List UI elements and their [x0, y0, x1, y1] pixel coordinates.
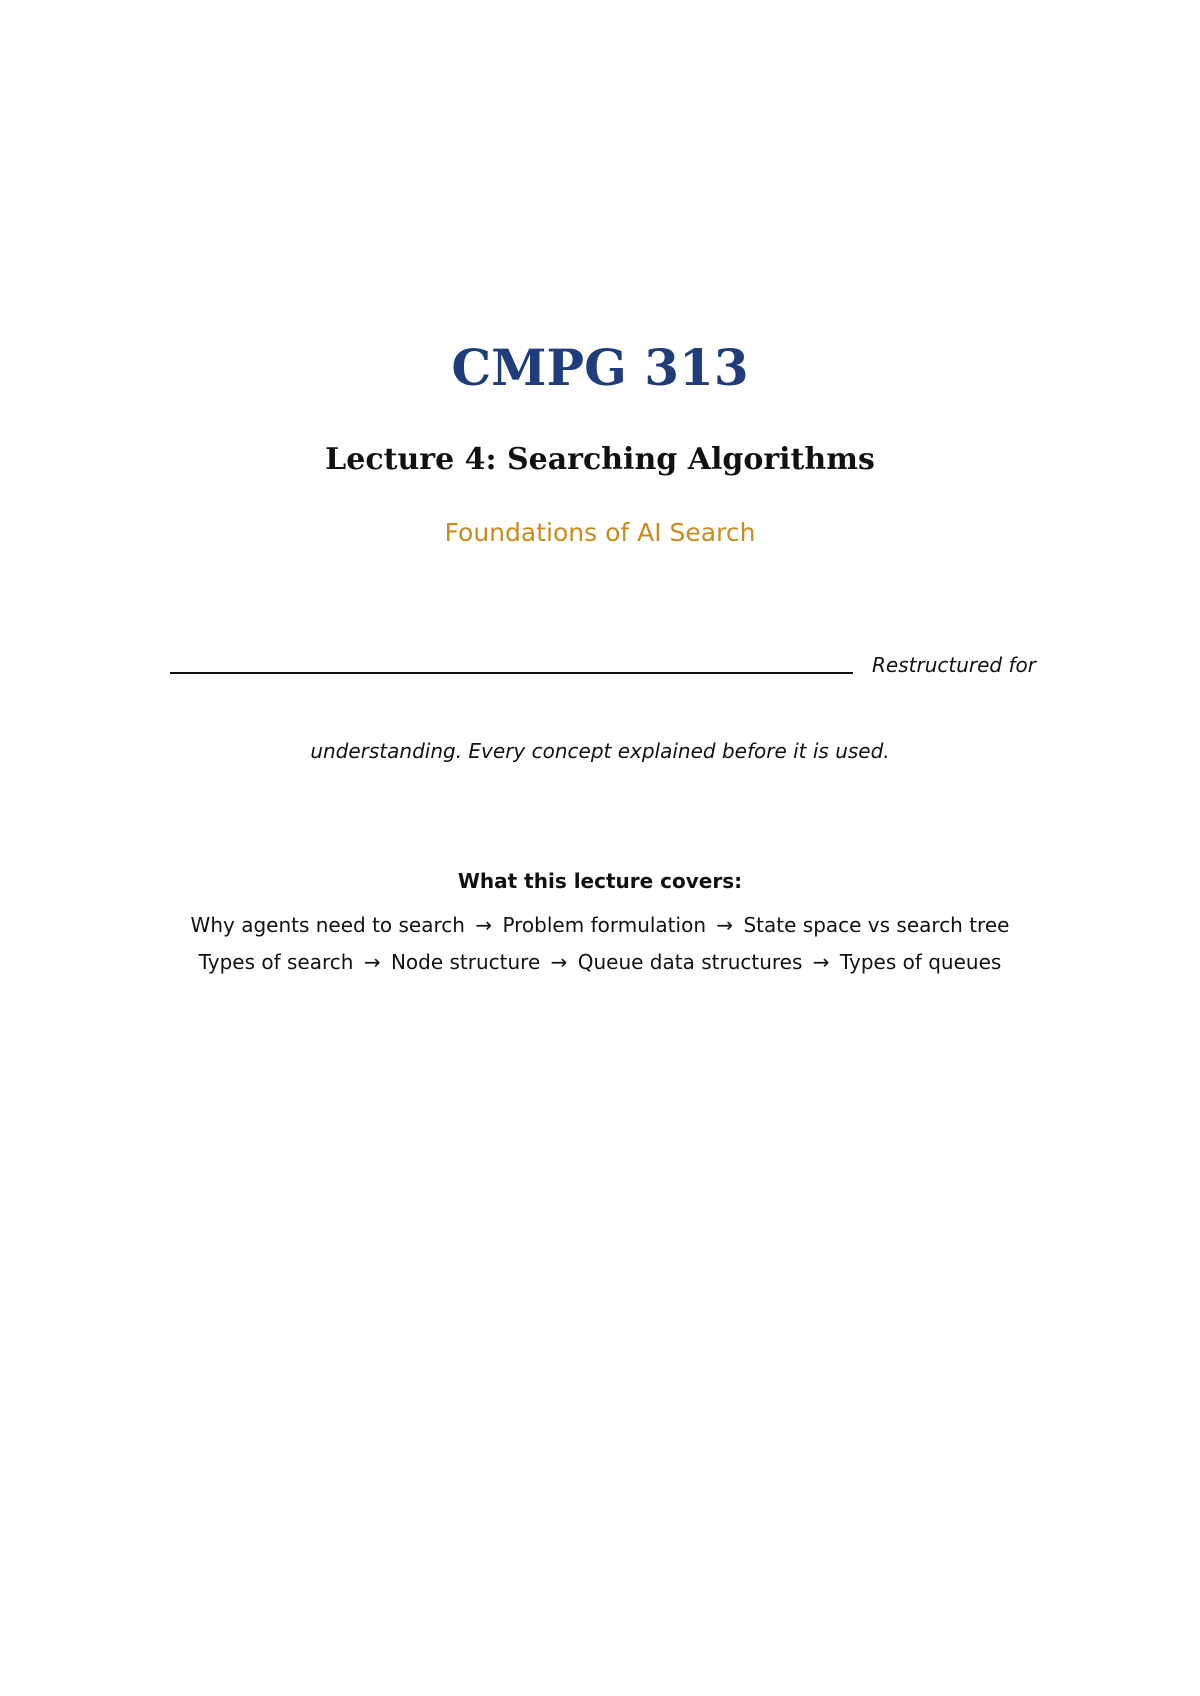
covers-topics-line-1 [0, 910, 1200, 940]
right-arrow-icon: → [363, 950, 381, 974]
topic-item: Why agents need to search [190, 913, 465, 937]
note-rule-row [170, 650, 1036, 684]
lecture-subtitle: Foundations of AI Search [444, 518, 756, 547]
topic-item: State space vs search tree [743, 913, 1010, 937]
lecture-title: Lecture 4: Searching Algorithms [325, 442, 875, 477]
covers-heading: What this lecture covers: [457, 869, 743, 893]
course-code: CMPG 313 [451, 338, 749, 397]
topic-item: Queue data structures [577, 950, 803, 974]
right-arrow-icon: → [475, 913, 493, 937]
covers-topics-line-2 [0, 947, 1200, 977]
topic-item: Node structure [390, 950, 541, 974]
topic-item: Problem formulation [502, 913, 706, 937]
topic-item: Types of search [198, 950, 354, 974]
right-arrow-icon: → [716, 913, 734, 937]
note-text-continuation: understanding. Every concept explained before it is used. [310, 739, 890, 763]
note-text-start: Restructured for [872, 653, 1036, 677]
topic-item: Types of queues [839, 950, 1002, 974]
right-arrow-icon: → [550, 950, 568, 974]
horizontal-rule [170, 672, 853, 674]
right-arrow-icon: → [812, 950, 830, 974]
